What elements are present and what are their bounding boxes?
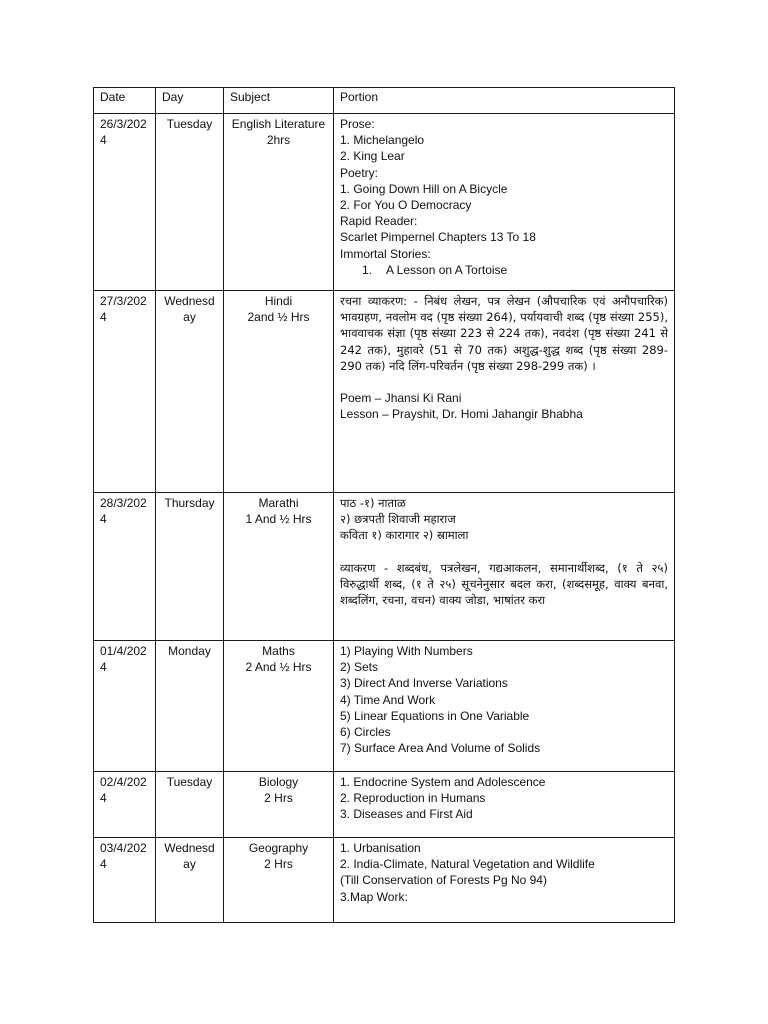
table-row: [94, 772, 675, 838]
date-cell: 02/4/2024: [94, 772, 156, 838]
day-cell: Thursday: [156, 493, 224, 641]
header-date: Date: [94, 88, 156, 114]
table-row: [94, 114, 675, 291]
portion-line: पाठ -१) नाताळ: [340, 496, 406, 510]
day-cell: Monday: [156, 641, 224, 772]
portion-line: 1) Playing With Numbers: [340, 644, 473, 658]
day-cell: Wednesday: [156, 291, 224, 493]
portion-line: Rapid Reader:: [340, 214, 418, 229]
subject-name: Geography: [248, 841, 309, 855]
subject-name: Marathi: [258, 496, 299, 510]
portion-line: 2. Reproduction in Humans: [340, 791, 486, 806]
portion-line: 3. Diseases and First Aid: [340, 807, 473, 822]
spacer: [340, 544, 668, 560]
portion-line: Lesson – Prayshit, Dr. Homi Jahangir Bhabha: [340, 407, 583, 422]
portion-list-item: [340, 262, 668, 278]
portion-line: 3.Map Work:: [340, 889, 408, 904]
exam-timetable: [93, 87, 675, 923]
portion-line: 7) Surface Area And Volume of Solids: [340, 741, 541, 756]
table-row: [94, 641, 675, 772]
portion-cell: [334, 772, 675, 838]
portion-line: Poetry:: [340, 165, 379, 180]
subject-duration: 1 And ½ Hrs: [245, 512, 312, 527]
header-row: [94, 88, 675, 114]
subject-cell: [224, 114, 334, 291]
subject-name: Maths: [262, 644, 295, 658]
header-subject: Subject: [224, 88, 334, 114]
date-cell: 27/3/2024: [94, 291, 156, 493]
portion-paragraph: रचना व्याकरण: - निबंध लेखन, पत्र लेखन (औपचारिक एवं अनौपचारिक) भावग्रहण, नवलोम वद (पृष्ठ संख्या 264), पर्यायवाची शब्द (पृष्ठ संख्या 255), भाववाचक संज्ञा (पृष्ठ संख्या 223 से 224 तक), नवदंश (पृष्ठ संख्या 241 से 242 तक), मुहावरे (51 से 70 तक) अशुद्ध-शुद्ध शब्द (पृष्ठ संख्या 289-290 तक) नदि लिंग-परिवर्तन (पृष्ठ संख्या 298-299 तक) ।: [340, 294, 672, 373]
date-cell: 03/4/2024: [94, 838, 156, 923]
subject-cell: [224, 838, 334, 923]
subject-duration: 2 And ½ Hrs: [245, 660, 312, 675]
table-row: [94, 291, 675, 493]
subject-name: English Literature: [231, 117, 326, 131]
subject-name: Biology: [258, 775, 299, 789]
portion-line: 1. Urbanisation: [340, 841, 421, 855]
subject-cell: [224, 291, 334, 493]
subject-name: Hindi: [264, 294, 293, 308]
portion-line: 2. India-Climate, Natural Vegetation and Wildlife: [340, 857, 595, 872]
portion-line: 3) Direct And Inverse Variations: [340, 676, 508, 691]
portion-cell: [334, 114, 675, 291]
portion-line: Poem – Jhansi Ki Rani: [340, 391, 462, 406]
day-cell: Tuesday: [156, 772, 224, 838]
portion-line: Immortal Stories:: [340, 246, 431, 261]
header-day: Day: [156, 88, 224, 114]
subject-duration: 2 Hrs: [264, 791, 293, 806]
portion-line: २) छत्रपती शिवाजी महाराज: [340, 512, 456, 527]
portion-line: Scarlet Pimpernel Chapters 13 To 18: [340, 230, 536, 245]
subject-cell: [224, 772, 334, 838]
list-number: 1.: [362, 262, 373, 277]
date-cell: 28/3/2024: [94, 493, 156, 641]
date-cell: 01/4/2024: [94, 641, 156, 772]
spacer: [340, 374, 668, 390]
table-row: [94, 838, 675, 923]
portion-cell: [334, 493, 675, 641]
portion-cell: [334, 291, 675, 493]
portion-cell: [334, 838, 675, 923]
day-cell: Tuesday: [156, 114, 224, 291]
table-row: [94, 493, 675, 641]
portion-line: 1. Michelangelo: [340, 133, 425, 148]
subject-duration: 2hrs: [266, 133, 291, 148]
portion-line: 2. King Lear: [340, 149, 405, 164]
list-text: A Lesson on A Tortoise: [386, 262, 508, 277]
portion-line: 2. For You O Democracy: [340, 198, 472, 213]
portion-paragraph: व्याकरण - शब्दबंध, पत्रलेखन, गद्यआकलन, समानार्थीशब्द, (१ ते २५) विरुद्धार्थी शब्द, (१ ते २५) सूचनेनुसार बदल करा, (शब्दसमूह, वाक्य बनवा, शब्दलिंग, रचना, वचन) वाक्य जोडा, भाषांतर करा: [340, 560, 672, 608]
header-portion: Portion: [334, 88, 675, 114]
subject-cell: [224, 641, 334, 772]
portion-cell: [334, 641, 675, 772]
subject-cell: [224, 493, 334, 641]
subject-duration: 2and ½ Hrs: [247, 310, 310, 325]
portion-line: 6) Circles: [340, 725, 391, 740]
portion-line: 1. Going Down Hill on A Bicycle: [340, 181, 508, 196]
portion-line: 4) Time And Work: [340, 692, 436, 707]
portion-line: (Till Conservation of Forests Pg No 94): [340, 873, 547, 888]
portion-line: कविता १) कारागार २) स्रामाला: [340, 528, 469, 543]
day-cell: Wednesday: [156, 838, 224, 923]
portion-line: 1. Endocrine System and Adolescence: [340, 775, 546, 789]
portion-line: Prose:: [340, 117, 375, 131]
portion-line: 5) Linear Equations in One Variable: [340, 708, 530, 723]
portion-line: 2) Sets: [340, 660, 379, 675]
date-cell: 26/3/2024: [94, 114, 156, 291]
subject-duration: 2 Hrs: [264, 857, 293, 872]
